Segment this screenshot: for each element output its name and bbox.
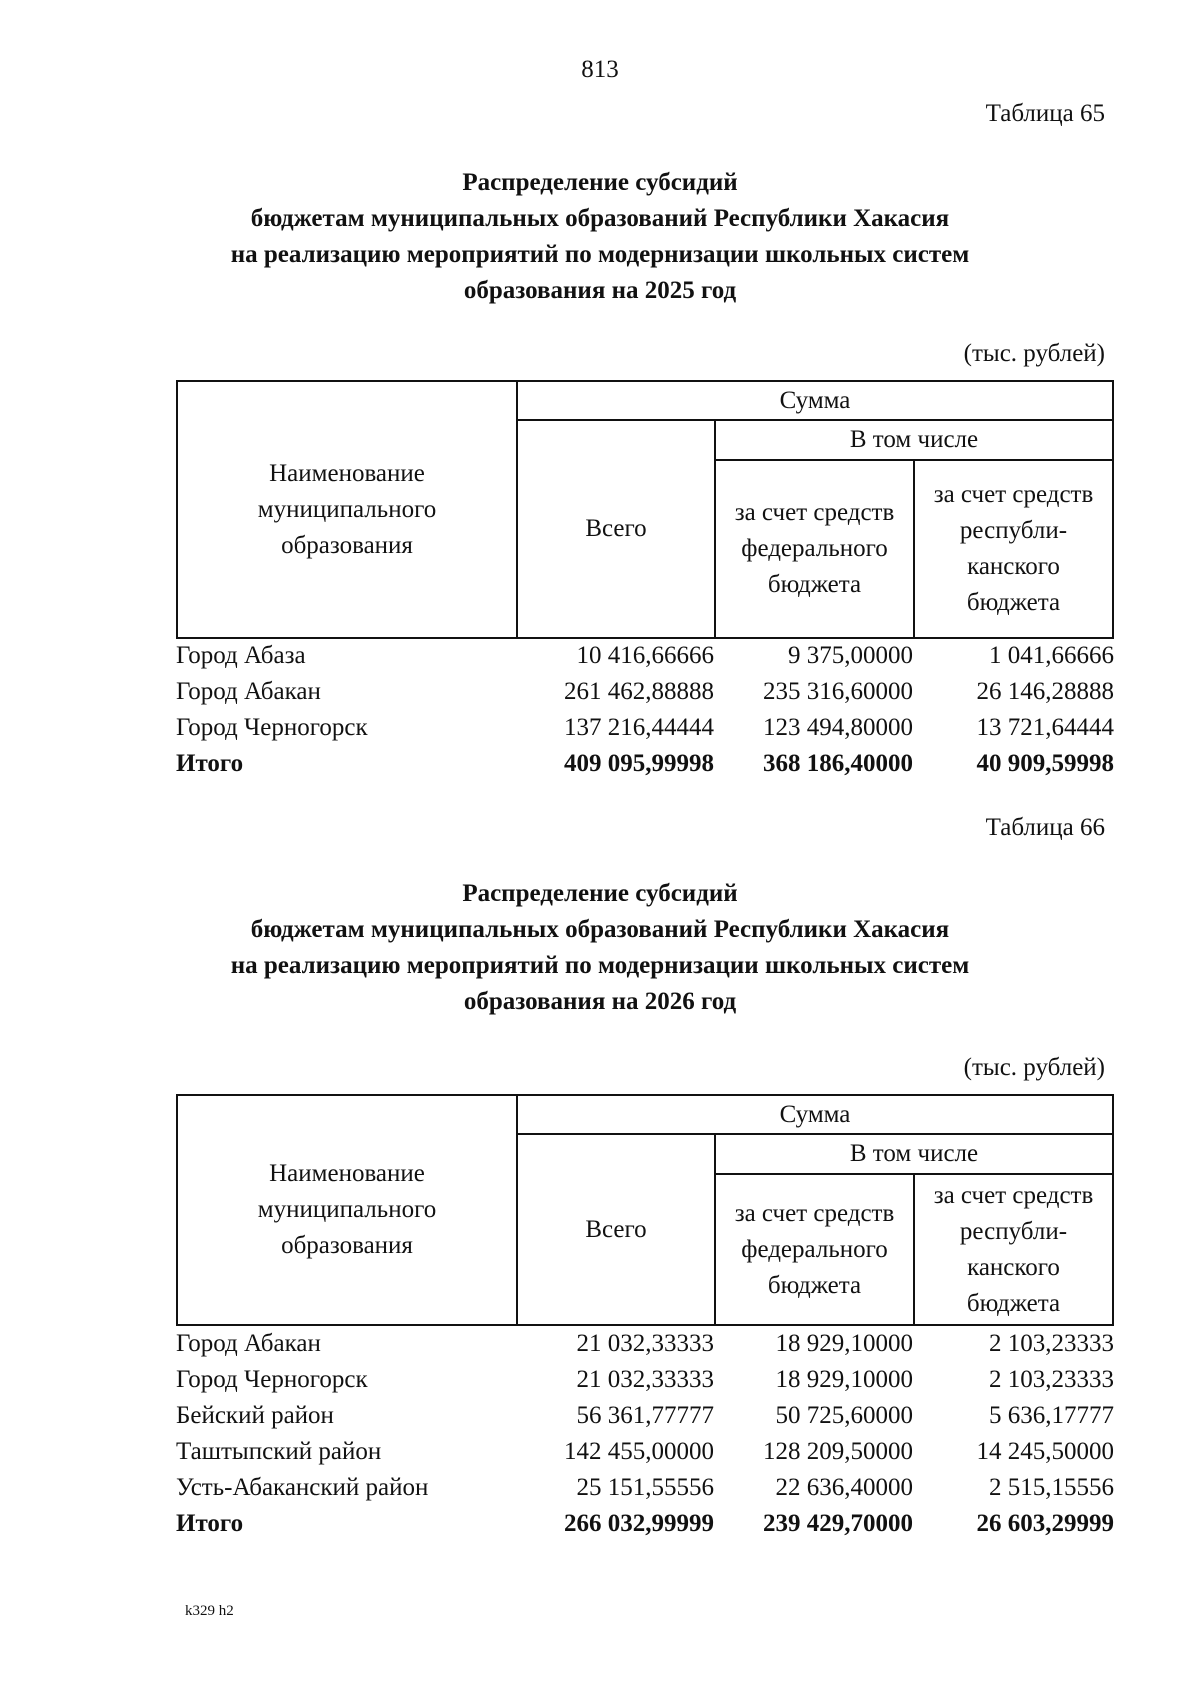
cell-name: Город Черногорск xyxy=(176,1366,368,1393)
cell-federal: 18 929,10000 xyxy=(775,1366,913,1393)
header-text: федерального xyxy=(741,1235,888,1263)
cell-federal: 9 375,00000 xyxy=(788,642,913,669)
cell-total: 266 032,99999 xyxy=(564,1510,714,1537)
header-text: за счет средств xyxy=(734,499,895,526)
table-header xyxy=(176,380,1114,639)
table-label: Таблица 66 xyxy=(985,814,1105,841)
cell-republic: 26 603,29999 xyxy=(976,1510,1114,1537)
table-row xyxy=(176,1398,1114,1434)
header-text: бюджета xyxy=(966,1289,1061,1317)
header-republic xyxy=(914,460,1113,638)
cell-total: 56 361,77777 xyxy=(576,1402,714,1429)
cell-republic: 13 721,64444 xyxy=(976,714,1114,741)
title-line: на реализацию мероприятий по модернизации школьных систем xyxy=(230,241,970,268)
cell-republic: 40 909,59998 xyxy=(976,750,1114,777)
table-body xyxy=(176,638,1114,782)
cell-name: Город Абаза xyxy=(176,642,306,669)
cell-name: Таштыпский район xyxy=(176,1438,382,1465)
table-header xyxy=(176,1094,1114,1326)
cell-name: Город Абакан xyxy=(176,678,321,705)
header-federal xyxy=(715,460,914,638)
cell-total: 21 032,33333 xyxy=(576,1366,714,1393)
cell-name: Бейский район xyxy=(176,1402,334,1429)
table-row xyxy=(176,1362,1114,1398)
table-body xyxy=(176,1326,1114,1542)
cell-federal: 123 494,80000 xyxy=(763,714,913,741)
header-text: бюджета xyxy=(767,571,862,598)
table-label: Таблица 65 xyxy=(985,100,1105,127)
cell-republic: 1 041,66666 xyxy=(989,642,1114,669)
document-code: k329 h2 xyxy=(185,1603,234,1619)
header-text: канского xyxy=(967,1253,1060,1281)
table-title xyxy=(0,876,1200,1020)
cell-total: 10 416,66666 xyxy=(576,642,714,669)
cell-republic: 2 103,23333 xyxy=(989,1330,1114,1357)
table-row xyxy=(176,1434,1114,1470)
title-line: Распределение субсидий xyxy=(462,169,738,196)
header-federal xyxy=(715,1174,914,1325)
table-row xyxy=(176,1326,1114,1362)
cell-total: 137 216,44444 xyxy=(564,714,714,741)
header-including: В том числе xyxy=(715,1134,1113,1174)
cell-federal: 50 725,60000 xyxy=(775,1402,913,1429)
header-total: Всего xyxy=(517,420,715,638)
cell-total: 25 151,55556 xyxy=(576,1474,714,1501)
cell-name: Город Абакан xyxy=(176,1330,321,1357)
header-text: канского xyxy=(967,553,1060,580)
title-line: образования на 2025 год xyxy=(463,277,737,304)
header-text: федерального xyxy=(741,535,888,562)
header-text: муниципального xyxy=(257,1196,437,1223)
cell-republic: 2 103,23333 xyxy=(989,1366,1114,1393)
cell-total: 142 455,00000 xyxy=(564,1438,714,1465)
header-text: образования xyxy=(281,531,413,559)
header-sum: Сумма xyxy=(517,381,1113,420)
table-row xyxy=(176,674,1114,710)
header-sum: Сумма xyxy=(517,1095,1113,1134)
cell-republic: 26 146,28888 xyxy=(976,678,1114,705)
header-text: бюджета xyxy=(767,1271,862,1299)
header-republic xyxy=(914,1174,1113,1325)
total-row xyxy=(176,1506,1114,1542)
header-text: за счет средств xyxy=(933,481,1094,508)
cell-name: Город Черногорск xyxy=(176,714,368,741)
cell-total: 261 462,88888 xyxy=(564,678,714,705)
units-label: (тыс. рублей) xyxy=(963,1054,1105,1081)
header-text: муниципального xyxy=(257,495,437,523)
cell-federal: 128 209,50000 xyxy=(763,1438,913,1465)
units-label: (тыс. рублей) xyxy=(963,340,1105,367)
header-text: за счет средств xyxy=(734,1199,895,1227)
cell-total: 21 032,33333 xyxy=(576,1330,714,1357)
page-number: 813 xyxy=(581,56,619,83)
header-text: республи- xyxy=(959,1217,1068,1245)
cell-total: 409 095,99998 xyxy=(564,750,714,777)
header-name xyxy=(177,381,517,638)
title-line: бюджетам муниципальных образований Республики Хакасия xyxy=(250,205,950,232)
table-row xyxy=(176,710,1114,746)
header-name xyxy=(177,1095,517,1325)
header-text: за счет средств xyxy=(933,1181,1094,1209)
header-text: Наименование xyxy=(269,1160,425,1187)
table-row xyxy=(176,1470,1114,1506)
total-row xyxy=(176,746,1114,782)
cell-republic: 2 515,15556 xyxy=(989,1474,1114,1501)
header-text: республи- xyxy=(959,517,1068,544)
title-line: Распределение субсидий xyxy=(462,880,738,907)
cell-federal: 18 929,10000 xyxy=(775,1330,913,1357)
cell-name: Итого xyxy=(176,1510,244,1537)
table-row xyxy=(176,638,1114,674)
cell-federal: 235 316,60000 xyxy=(763,678,913,705)
cell-federal: 368 186,40000 xyxy=(763,750,913,777)
header-text: образования xyxy=(281,1232,413,1259)
header-text: бюджета xyxy=(966,589,1061,616)
cell-name: Усть-Абаканский район xyxy=(176,1474,429,1501)
cell-federal: 239 429,70000 xyxy=(763,1510,913,1537)
cell-republic: 14 245,50000 xyxy=(976,1438,1114,1465)
header-including: В том числе xyxy=(715,420,1113,460)
table-title xyxy=(0,165,1200,309)
cell-republic: 5 636,17777 xyxy=(989,1402,1114,1429)
cell-name: Итого xyxy=(176,750,244,777)
header-text: Наименование xyxy=(269,459,425,487)
title-line: бюджетам муниципальных образований Республики Хакасия xyxy=(250,916,950,943)
cell-federal: 22 636,40000 xyxy=(775,1474,913,1501)
title-line: образования на 2026 год xyxy=(463,988,737,1015)
title-line: на реализацию мероприятий по модернизации школьных систем xyxy=(230,952,970,979)
header-total: Всего xyxy=(517,1134,715,1325)
